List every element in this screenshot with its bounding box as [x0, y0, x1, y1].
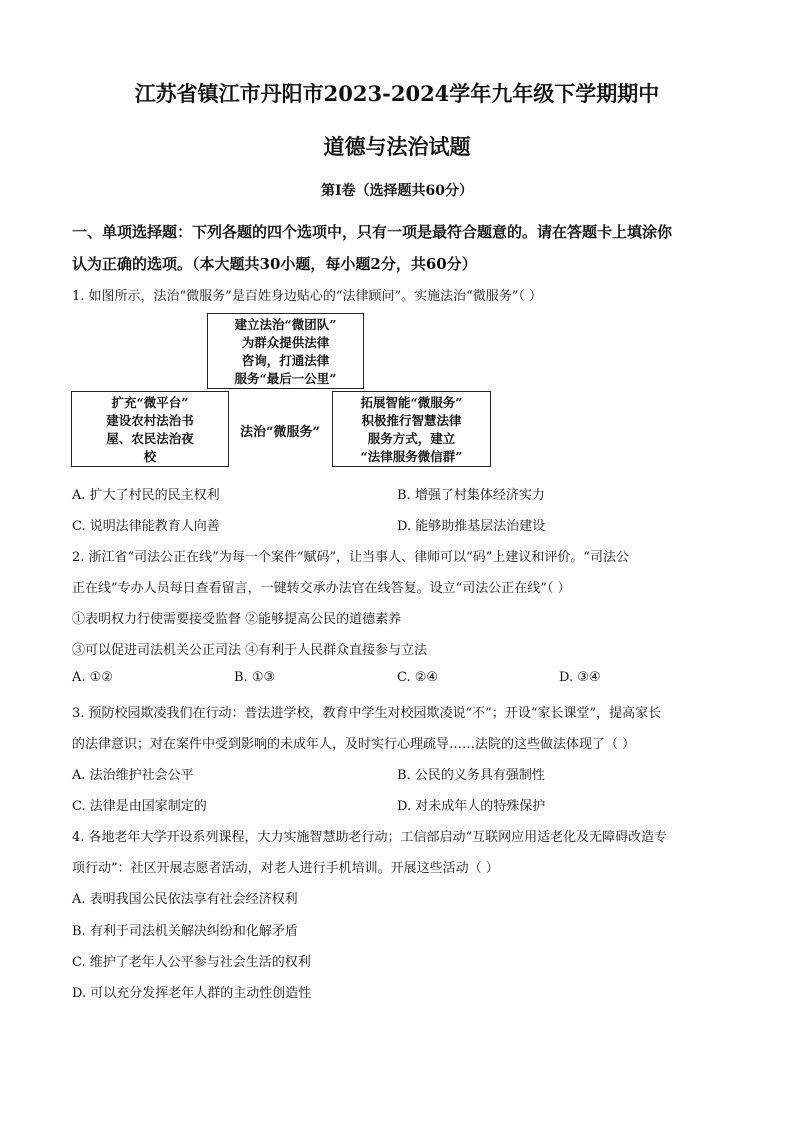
section-instruction-line1: 一、单项选择题：下列各题的四个选项中，只有一项是最符合题意的。请在答题卡上填涂你 [72, 223, 673, 241]
diagram-right-box-line1: 拓展智能“微服务” [360, 395, 463, 410]
question-2-option-b: B. ①③ [234, 670, 276, 685]
diagram-top-box-line4: 服务“最后一公里” [234, 371, 337, 386]
page-subtitle: 道德与法治试题 [323, 134, 471, 159]
question-1-option-d: D. 能够助推基层法治建设 [397, 519, 546, 534]
question-1-option-b: B. 增强了村集体经济实力 [397, 488, 545, 503]
question-3-stem-line2: 的法律意识；对在案件中受到影响的未成年人，及时实行心理疏导……法院的这些做法体现了（ ） [72, 737, 636, 752]
question-4-option-a: A. 表明我国公民依法享有社会经济权利 [72, 892, 298, 907]
diagram-top-box [207, 313, 364, 389]
question-4-option-d: D. 可以充分发挥老年人群的主动性创造性 [72, 986, 312, 1001]
diagram-left-box-line1: 扩充“微平台” [111, 395, 189, 410]
diagram-top-box-line3: 咨询，打通法律 [241, 353, 330, 368]
diagram-right-box-line2: 积极推行智慧法律 [361, 413, 462, 428]
diagram-left-box-line2: 建设农村法治书 [106, 413, 194, 428]
question-3-option-c: C. 法律是由国家制定的 [72, 799, 207, 814]
diagram-right-box [332, 391, 491, 467]
question-2-option-c: C. ②④ [397, 670, 439, 685]
question-4-option-c: C. 维护了老年人公平参与社会生活的权利 [72, 955, 311, 970]
diagram-right-box-line4: “法律服务微信群” [360, 449, 463, 464]
question-2-option-a: A. ①② [72, 670, 113, 685]
question-2-statements-1: ①表明权力行使需要接受监督 ②能够提高公民的道德素养 [72, 612, 402, 627]
question-2-statements-2: ③可以促进司法机关公正司法 ④有利于人民群众直接参与立法 [72, 643, 428, 658]
diagram-left-box-line3: 屋、农民法治夜 [106, 431, 194, 446]
question-3-stem-line1: 3. 预防校园欺凌我们在行动：普法进学校，教育中学生对校园欺凌说“不”；开设“家长课堂”，提高家长 [72, 706, 662, 721]
question-1-option-a: A. 扩大了村民的民主权利 [72, 488, 220, 503]
diagram-top-box-line1: 建立法治“微团队” [234, 317, 337, 332]
diagram-top-box-line2: 为群众提供法律 [241, 335, 330, 350]
page-title: 江苏省镇江市丹阳市2023-2024学年九年级下学期期中 [134, 81, 660, 106]
question-1-stem: 1. 如图所示，法治“微服务”是百姓身边贴心的“法律顾问”。实施法治“微服务”（ ） [72, 289, 543, 304]
question-2-option-d: D. ③④ [559, 670, 601, 685]
question-2-stem-line2: 正在线”专办人员每日查看留言，一键转交承办法官在线答复。设立“司法公正在线”（ ） [72, 581, 571, 596]
diagram-center-label: 法治“微服务” [240, 425, 320, 440]
question-4-option-b: B. 有利于司法机关解决纠纷和化解矛盾 [72, 924, 298, 939]
question-1-option-c: C. 说明法律能教育人向善 [72, 519, 220, 534]
question-3-option-a: A. 法治维护社会公平 [72, 768, 194, 783]
question-3-option-d: D. 对未成年人的特殊保护 [397, 799, 546, 814]
question-4-stem-line2: 项行动”：社区开展志愿者活动，对老人进行手机培训。开展这些活动（ ） [72, 861, 499, 876]
diagram-right-box-line3: 服务方式，建立 [367, 431, 456, 446]
question-3-option-b: B. 公民的义务具有强制性 [397, 768, 545, 783]
question-4-stem-line1: 4. 各地老年大学开设系列课程，大力实施智慧助老行动；工信部启动“互联网应用适老化及无障碍改造专 [72, 830, 668, 845]
diagram-left-box [71, 391, 229, 467]
diagram-left-box-line4: 校 [143, 449, 157, 464]
part-label: 第Ⅰ卷（选择题共60分） [320, 183, 474, 199]
question-2-stem-line1: 2. 浙江省“司法公正在线”为每一个案件“赋码”，让当事人、律师可以“码”上建议和评价。“司法公 [72, 550, 630, 565]
section-instruction-line2: 认为正确的选项。（本大题共30小题，每小题2分，共60分） [72, 255, 477, 273]
